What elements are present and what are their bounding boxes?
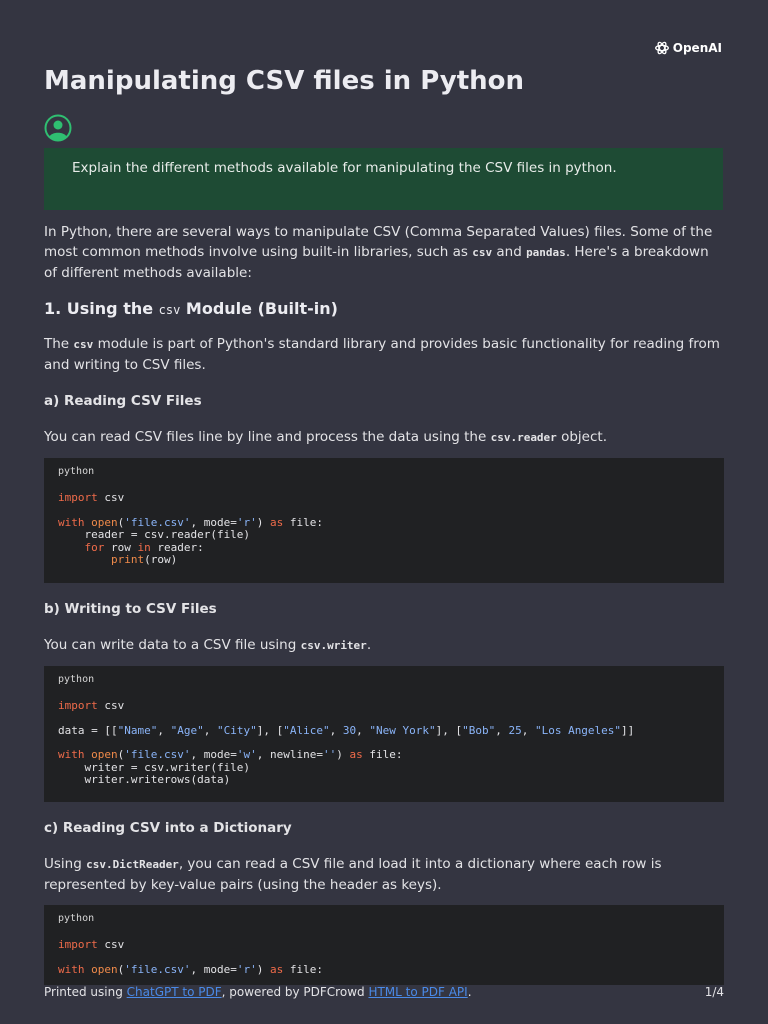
code-line: with open('file.csv', mode='r') as file:: [58, 515, 323, 529]
code-language-label: python: [58, 913, 95, 924]
subheading-writing-csv: b) Writing to CSV Files: [44, 601, 217, 617]
code-block: [44, 458, 724, 583]
code-line: for row in reader:: [84, 540, 204, 554]
section-heading-csv-module: 1. Using the csv Module (Built-in): [44, 299, 338, 318]
chatgpt-to-pdf-link[interactable]: ChatGPT to PDF: [126, 985, 222, 999]
page-number: 1/4: [704, 985, 724, 999]
code-line: with open('file.csv', mode='r') as file:: [58, 962, 323, 976]
code-line: import csv: [58, 938, 125, 951]
code-line: writer = csv.writer(file): [58, 760, 251, 774]
reading-csv-paragraph: You can read CSV files line by line and process the data using the csv.reader object.: [44, 429, 607, 445]
writing-csv-paragraph: You can write data to a CSV file using csv.writer.: [44, 637, 372, 653]
code-block: [44, 666, 724, 802]
html-to-pdf-api-link[interactable]: HTML to PDF API: [368, 985, 468, 999]
code-line: import csv: [58, 491, 125, 504]
code-language-label: python: [58, 674, 95, 685]
code-language-label: python: [58, 466, 95, 477]
code-line: with open('file.csv', mode='w', newline='') as file:: [58, 748, 403, 761]
code-line: reader = csv.reader(file): [58, 528, 251, 541]
print-footer: Printed using ChatGPT to PDF, powered by PDFCrowd HTML to PDF API. 1/4: [44, 985, 724, 999]
openai-logo: [654, 40, 722, 56]
subheading-dictreader: c) Reading CSV into a Dictionary: [44, 820, 292, 836]
code-line: print(row): [110, 553, 178, 566]
dictreader-paragraph: Using csv.DictReader, you can read a CSV file and load it into a dictionary where each row is represented by key-value pairs (using the header as keys).: [44, 856, 662, 893]
user-prompt: Explain the different methods available for manipulating the CSV files in python.: [44, 148, 723, 210]
intro-paragraph: In Python, there are several ways to manipulate CSV (Comma Separated Values) files. Some of the most common methods involve using built-in libraries, such as csv and pandas. Here's a breakdown of different methods available:: [44, 224, 713, 281]
code-line: data = [["Name", "Age", "City"], ["Alice", 30, "New York"], ["Bob", 25, "Los Angeles"]]: [58, 723, 635, 737]
brand-name: OpenAI: [672, 41, 722, 55]
response-content: [44, 222, 724, 985]
code-block: [44, 905, 724, 985]
subheading-reading-csv: a) Reading CSV Files: [44, 393, 202, 409]
openai-icon: [654, 40, 670, 56]
code-line: import csv: [58, 699, 125, 712]
user-avatar-icon: [44, 114, 72, 142]
code-line: writer.writerows(data): [58, 773, 231, 786]
page-title: Manipulating CSV files in Python: [44, 66, 525, 96]
csv-module-paragraph: The csv module is part of Python's standard library and provides basic functionality for reading from and writing to CSV files.: [44, 336, 720, 373]
